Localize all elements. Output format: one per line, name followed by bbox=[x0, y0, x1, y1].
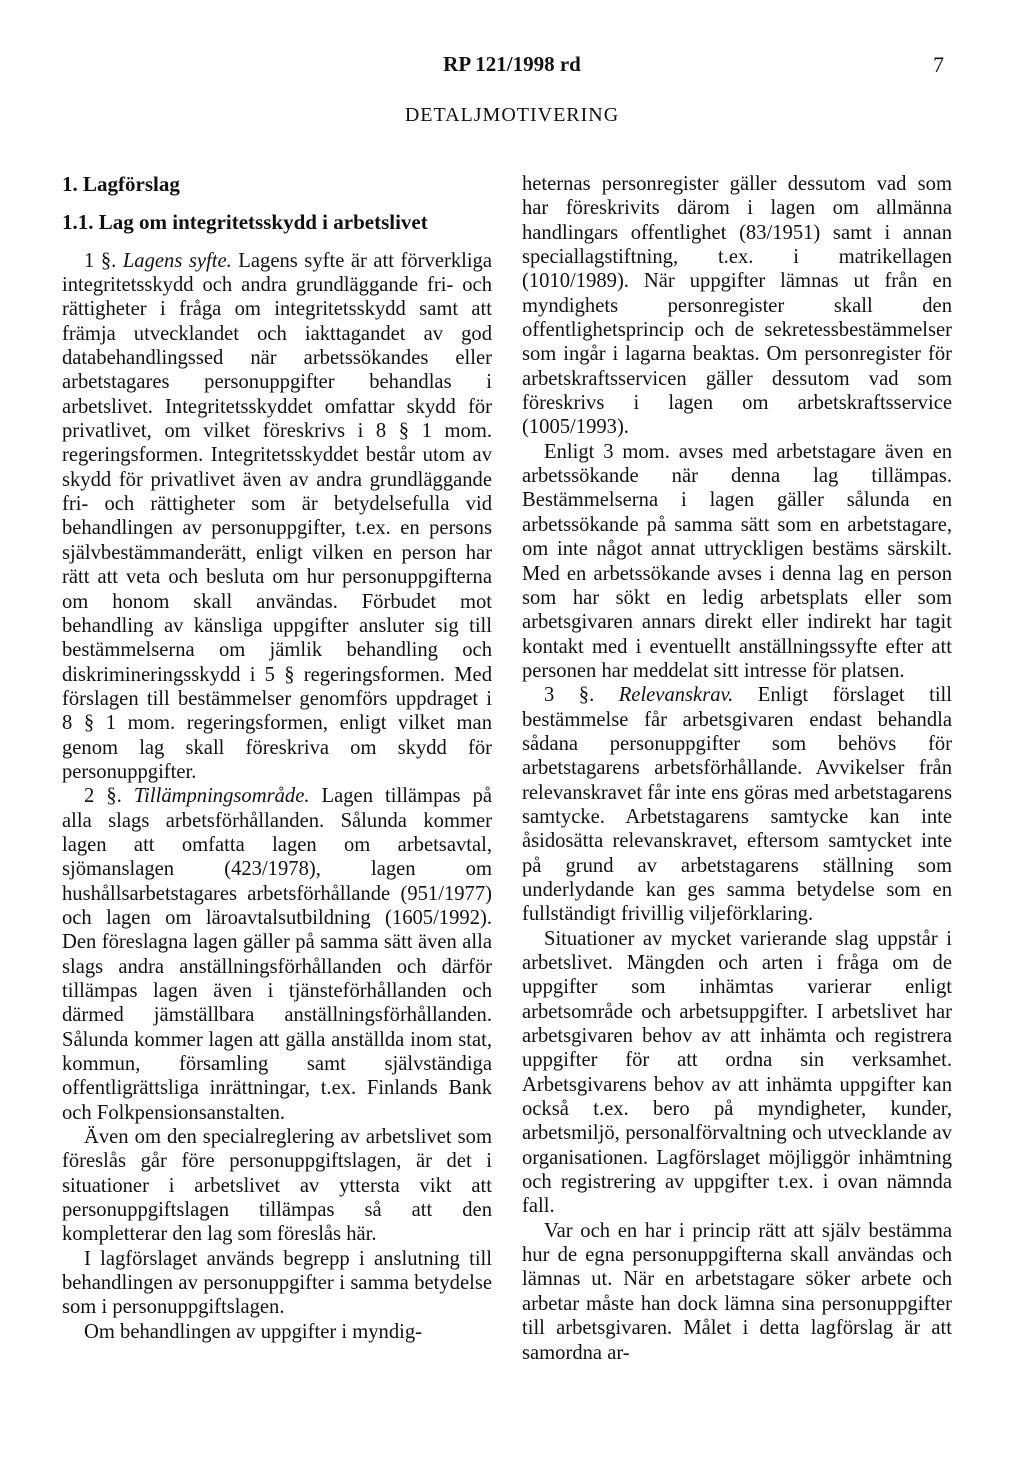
paragraph-arbetssokande: Enligt 3 mom. avses med arbetstagare även en arbetssökande när denna lag tillämpas. Bestämmelserna i lagen gäller sålunda en arbetssökande på samma sätt som en arbetstagare, om inte något annat uttryckligen bestäms särskilt. Med en arbetssökande avses i denna lag en person som har sökt en ledig arbetsplats eller som arbetsgivaren annars direkt eller indirekt har tagit kontakt med i eventuellt anställningssyfte efter att personen har meddelat sitt intresse för platsen. bbox=[522, 440, 952, 682]
document-reference: RP 121/1998 rd bbox=[443, 52, 581, 76]
section-title: Tillämpningsområde. bbox=[133, 785, 310, 808]
section-title: Lagens syfte. bbox=[122, 249, 232, 272]
section-number: 1 §. bbox=[84, 249, 117, 272]
section-number: 3 §. bbox=[544, 684, 595, 707]
paragraph-1-syfte bbox=[62, 249, 492, 785]
paragraph-situationer: Situationer av mycket varierande slag uppstår i arbetslivet. Mängden och arten i fråga om de uppgifter som inhämtas varierar enligt arbetsområde och arbetsuppgifter. I arbetslivet har arbetsgivaren behov av att inhämta och registrera uppgifter för att ordna sin verksamhet. Arbetsgivarens behov av att inhämta uppgifter kan också t.ex. bero på myndigheter, kunder, arbetsmiljö, personalförvaltning och utvecklande av organisationen. Lagförslaget möjliggör inhämtning och registrering av uppgifter t.ex. i ovan nämnda fall. bbox=[522, 927, 952, 1218]
paragraph-specialreglering: Även om den specialreglering av arbetslivet som föreslås går före personuppgiftslagen, är det i situationer i arbetslivet av yttersta vikt att personuppgiftslagen tillämpas så att den kompletterar den lag som föreslås här. bbox=[62, 1126, 492, 1246]
heading-lagforslag: 1. Lagförslag bbox=[62, 172, 180, 196]
section-number: 2 §. bbox=[84, 785, 122, 808]
paragraph-3-relevanskrav bbox=[522, 683, 952, 926]
paragraph-begrepp: I lagförslaget används begrepp i anslutning till behandlingen av personuppgifter i samma betydelse som i personuppgiftslagen. bbox=[62, 1247, 492, 1319]
left-column bbox=[62, 172, 492, 1344]
heading-lag-om-integritetsskydd: 1.1. Lag om integritetsskydd i arbetslivet bbox=[62, 210, 428, 235]
paragraph-var-och-en: Var och en har i princip rätt att själv bestämma hur de egna personuppgifterna skall användas och lämnas ut. När en arbetstagare söker arbete och arbetar måste han dock lämna sina personuppgifter till arbetsgivaren. Målet i detta lagförslag är att samordna ar- bbox=[522, 1219, 952, 1364]
paragraph-myndigheter: Om behandlingen av uppgifter i myndig- bbox=[84, 1320, 423, 1343]
paragraph-2-tillampningsomrade bbox=[62, 784, 492, 1125]
paragraph-text: Lagens syfte är att förverkliga integritetsskydd och andra grundläggande fri- och rättigheter i fråga om integritetsskydd samt att främja utvecklandet och iakttagandet av god databehandlingssed när arbetssökandes eller arbetstagares personuppgifter behandlas i arbetslivet. Integritetsskyddet omfattar skydd för privatlivet, om vilket föreskrivs i 8 § 1 mom. regeringsformen. Integritetsskyddet består utom av skydd för privatlivet även av andra grundläggande fri- och rättigheter som är betydelsefulla vid behandlingen av personuppgifter, t.ex. en persons självbestämmanderätt, enligt vilken en person har rätt att veta och besluta om hur personuppgifterna om honom skall användas. Förbudet mot behandling av känsliga uppgifter ansluter sig till bestämmelserna om jämlik behandling och diskrimineringsskydd i 5 § regeringsformen. Med förslagen till bestämmelser genomförs uppdraget i 8 § 1 mom. regeringsformen, enligt vilket man genom lag skall föreskriva om skydd för personuppgifter. bbox=[62, 249, 492, 783]
paragraph-personregister: heternas personregister gäller dessutom vad som har föreskrivits därom i lagen om allmänna handlingars offentlighet (83/1951) samt i annan speciallagstiftning, t.ex. i matrikellagen (1010/1989). När uppgifter lämnas ut från en myndighets personregister skall den offentlighetsprincip och de sekretessbestämmelser som ingår i lagarna beaktas. Om personregister för arbetskraftsservicen gäller dessutom vad som föreskrivs i lagen om arbetskraftsservice (1005/1993). bbox=[522, 173, 952, 439]
page-header bbox=[0, 52, 1024, 82]
page-number: 7 bbox=[933, 52, 944, 77]
right-column bbox=[522, 172, 952, 1365]
section-title: Relevanskrav. bbox=[618, 684, 734, 707]
section-heading: DETALJMOTIVERING bbox=[404, 104, 620, 126]
paragraph-text: Enligt förslaget till bestämmelse får arbetsgivaren endast behandla sådana personuppgifter som behövs för arbetstagarens arbetsförhållande. Avvikelser från relevanskravet får inte ens göras med arbetstagarens samtycke. Arbetstagarens samtycke kan inte åsidosätta relevanskravet, eftersom samtycket inte på grund av arbetstagarens ställning som underlydande kan ges samma betydelse som en fullständigt frivillig viljeförklaring. bbox=[522, 684, 952, 926]
paragraph-text: Lagen tillämpas på alla slags arbetsförhållanden. Sålunda kommer lagen att omfatta lagen om arbetsavtal, sjömanslagen (423/1978), lagen om hushållsarbetstagares arbetsförhållande (951/1977) och lagen om läroavtalsutbildning (1605/1992). Den föreslagna lagen gäller på samma sätt även alla slags andra anställningsförhållanden och därför tillämpas lagen även i tjänsteförhållanden och därmed jämställbara anställningsförhållanden. Sålunda kommer lagen att gälla anställda inom stat, kommun, församling samt självständiga offentligrättsliga inrättningar, t.ex. Finlands Bank och Folkpensionsanstalten. bbox=[62, 785, 493, 1124]
